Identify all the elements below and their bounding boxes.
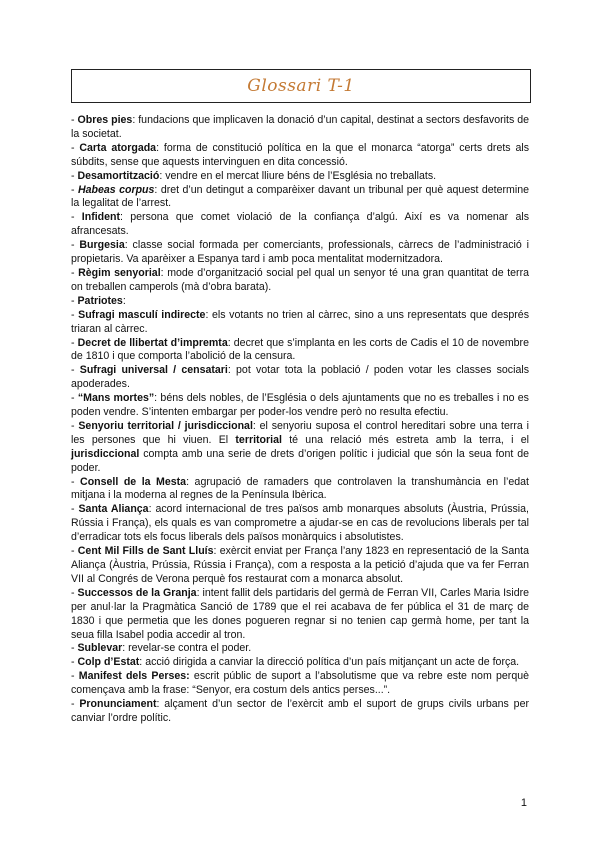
entry-separator: :	[148, 503, 156, 516]
glossary-entry	[71, 239, 529, 267]
entry-definition: fundacions que implicaven la donació d’un capital, destinat a sectors desfavorits de la societat.	[71, 114, 529, 140]
entry-definition: persona que comet violació de la confiança d’algú. Així es va nomenar als afrancesats.	[71, 211, 529, 238]
entry-term: Sublevar	[77, 642, 123, 655]
glossary-entry	[71, 267, 529, 295]
glossary-entry	[71, 364, 529, 392]
entry-prefix: -	[71, 698, 80, 711]
entry-prefix: -	[71, 239, 80, 252]
entry-term: jurisdiccional	[71, 447, 140, 460]
entry-definition: els votants no trien al càrrec, sino a uns representats que després triaran al càrrec.	[71, 308, 529, 335]
entry-term: Consell de la Mesta	[80, 475, 187, 488]
glossary-entry	[71, 656, 529, 670]
entry-definition: classe social formada per comerciants, professionals, càrrecs de l’administració i propietaris. Va aparèixer a Espanya tard i amb poca mentalitat modernitzadora.	[71, 239, 529, 266]
entry-separator: :	[139, 656, 146, 669]
entry-separator: :	[132, 114, 139, 126]
entry-separator: :	[122, 642, 129, 655]
entry-definition: escrit públic de suport a l’absolutisme que va rebre este nom perquè començava amb la frase: “Senyor, era costum dels antics perses...”.	[71, 670, 529, 697]
entry-term: Pronunciament	[79, 698, 157, 711]
entry-term: Sufragi universal / censatari	[79, 364, 228, 377]
entry-definition: acció dirigida a canviar la direcció política d’un país mitjançant un acte de força.	[145, 656, 520, 669]
entry-separator: :	[156, 698, 165, 711]
glossary-entry	[71, 170, 529, 184]
entry-prefix: -	[71, 419, 79, 432]
page-title: Glossari T-1	[247, 76, 355, 96]
glossary-entry	[71, 670, 529, 698]
entry-term: Obres pies	[77, 114, 133, 126]
entry-definition: béns dels nobles, de l’Església o dels ajuntaments que no es treballes i no es poden vendre. S’intenten embargar per poder-los vendre però no resulta efectiu.	[71, 392, 529, 419]
entry-term: Habeas corpus	[77, 183, 155, 196]
entry-term: Santa Aliança	[78, 503, 149, 516]
entry-prefix: -	[71, 503, 79, 516]
entry-definition: forma de constitució política en la que el monarca “atorga” certs drets als súbdits, sense que aquests intervinguen en dita concessió.	[71, 141, 529, 168]
entry-separator: :	[227, 336, 234, 349]
entry-definition: vendre en el mercat lliure béns de l’Església no treballats.	[165, 169, 437, 182]
entry-prefix: -	[71, 114, 78, 126]
entry-prefix: -	[71, 211, 82, 224]
entry-definition: el senyoriu suposa el control hereditari sobre una terra i les persones que hi viuen. El	[71, 419, 529, 446]
entry-prefix: -	[71, 336, 78, 349]
entry-definition: compta amb una serie de drets d’origen polític i judicial que són la seua font de poder.	[71, 447, 529, 474]
entry-separator: :	[159, 169, 166, 182]
glossary-entry	[71, 184, 529, 212]
glossary-entry	[71, 587, 529, 643]
entry-separator: :	[196, 586, 203, 599]
entry-separator: :	[122, 294, 126, 307]
entry-definition: intent fallit dels partidaris del germà de Ferran VII, Carles Maria Isidre per anul·lar la Pragmàtica Sanció de 1789 que el rei acabava de fer pública el 31 de març de 1830 i que permetia que les dones pogueren regnar si no tenien cap germà home, per tant la seua filla Isabel podia accedir al tron.	[71, 586, 530, 641]
glossary-entry	[71, 211, 529, 239]
entry-term: Cent Mil Fills de Sant Lluís	[77, 545, 214, 558]
page-number: 1	[520, 797, 527, 809]
entry-prefix: -	[71, 266, 79, 279]
entry-separator: :	[160, 266, 168, 279]
glossary-entry	[71, 545, 529, 587]
entry-prefix: -	[71, 586, 78, 599]
entry-definition: decret que s’implanta en les corts de Cadis el 10 de novembre de 1810 i que comporta l’abolició de la censura.	[71, 336, 529, 363]
entry-prefix: -	[71, 475, 81, 488]
entry-term: Colp d’Estat	[77, 656, 140, 669]
entry-definition: revelar-se contra el poder.	[128, 642, 252, 655]
entry-prefix: -	[71, 364, 80, 377]
entry-prefix: -	[71, 392, 78, 405]
entry-prefix: -	[71, 294, 78, 307]
glossary-entry	[71, 642, 529, 656]
entry-term: “Mans mortes”	[77, 392, 155, 405]
glossary-entry	[71, 309, 529, 337]
entry-prefix: -	[71, 545, 78, 558]
entry-definition: té una relació més estreta amb la terra, i el	[281, 433, 529, 446]
entry-term: Manifest dels Perses:	[78, 670, 190, 683]
entry-prefix: -	[71, 141, 80, 154]
entry-definition: agrupació de ramaders que controlaven la transhumància en l’edat mitjana i la moderna al regnes de la Península Ibèrica.	[71, 475, 529, 502]
entry-term: Règim senyorial	[78, 266, 161, 279]
entry-term: Carta atorgada	[79, 141, 157, 154]
entry-term: Burgesia	[79, 239, 125, 252]
glossary-entry	[71, 114, 529, 142]
entry-term: territorial	[235, 433, 282, 446]
entry-definition: exèrcit enviat per França l’any 1823 en representació de la Santa Aliança (Àustria, Prússia, Rússia i França), com a resposta a la petició d’ajuda que va fer Ferran VII al Congrés de Verona perquè fos restaurat com a monarca absolut.	[71, 545, 529, 585]
glossary-entry	[71, 420, 529, 476]
glossary-entry	[71, 295, 529, 309]
entry-definition: acord internacional de tres països amb monarques absoluts (Àustria, Prússia, Rússia i França), els quals es van comprometre a ajudar-se en cas de revolucions liberals per tal d’erradicar tots els focus liberals dels països monàrquics i absolutistes.	[71, 503, 529, 544]
entry-separator: :	[186, 475, 195, 488]
entry-term: Senyoriu territorial / jurisdiccional	[78, 419, 253, 432]
entry-prefix: -	[71, 169, 78, 182]
entry-separator: :	[154, 392, 161, 405]
glossary-entry	[71, 392, 529, 420]
entry-prefix: -	[71, 656, 78, 669]
entry-definition: alçament d’un sector de l’exèrcit amb el suport de grups civils urbans per canviar l’ordre polític.	[71, 698, 529, 724]
entry-prefix: -	[71, 183, 78, 196]
entry-prefix: -	[71, 642, 78, 655]
entry-definition: dret d’un detingut a comparèixer davant un tribunal per què aquest determine la legalitat de l’arrest.	[71, 183, 530, 210]
entry-separator: :	[252, 419, 260, 432]
entry-prefix: -	[71, 308, 79, 321]
glossary-entry	[71, 476, 529, 504]
entry-term: Desamortització	[77, 169, 160, 182]
glossary-entry	[71, 142, 529, 170]
entry-definition: mode d’organització social pel qual un senyor té una gran quantitat de terra on treballen camperols (mà d’obra barata).	[71, 266, 529, 293]
entry-separator: :	[227, 364, 237, 377]
entry-definition: pot votar tota la població / poden votar les classes socials apoderades.	[71, 364, 529, 391]
entry-separator: :	[213, 545, 220, 558]
entry-term: Infident	[81, 211, 121, 224]
glossary-list	[71, 114, 529, 726]
glossary-entry	[71, 503, 529, 545]
entry-term: Sufragi masculí indirecte	[78, 308, 206, 321]
entry-term: Patriotes	[77, 294, 123, 307]
entry-separator: :	[120, 211, 131, 224]
entry-separator: :	[124, 239, 133, 252]
entry-separator: :	[156, 141, 164, 154]
entry-term: Decret de llibertat d’impremta	[77, 336, 228, 349]
glossary-title-box	[71, 69, 531, 103]
entry-prefix: -	[71, 670, 79, 683]
glossary-entry	[71, 698, 529, 726]
entry-separator: :	[205, 308, 212, 321]
glossary-entry	[71, 337, 529, 365]
entry-term: Successos de la Granja	[77, 586, 197, 599]
entry-separator: :	[154, 183, 161, 196]
